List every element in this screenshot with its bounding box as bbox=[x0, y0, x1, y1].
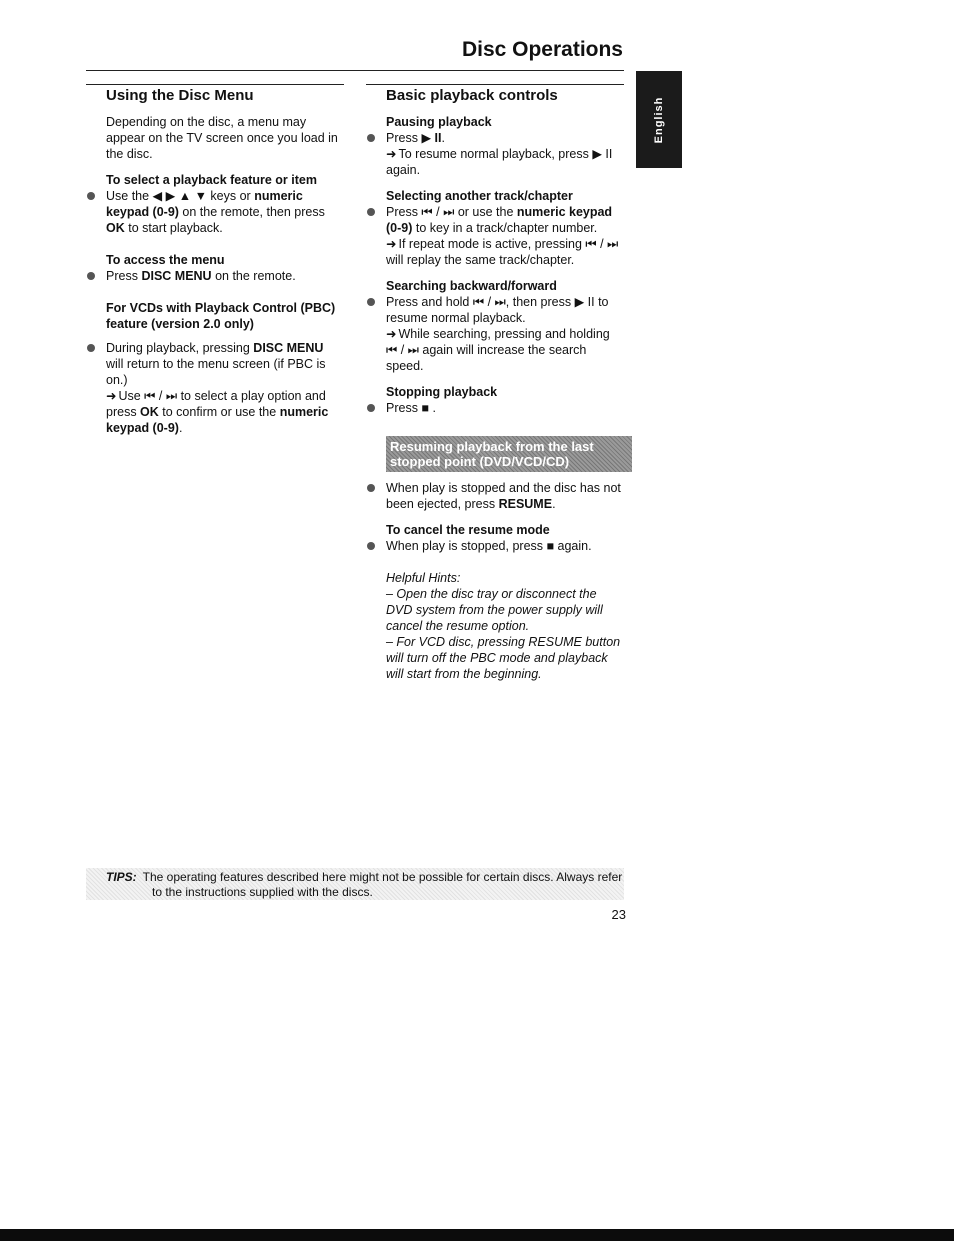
search-step: Press and hold ⏮ / ⏭, then press ▶ II to resume normal playback. bbox=[366, 294, 624, 326]
stop-heading: Stopping playback bbox=[386, 385, 498, 399]
section-title-basic-playback: Basic playback controls bbox=[366, 84, 624, 104]
arrow-icon: ➜ bbox=[386, 237, 397, 251]
vcd-pbc-step: During playback, pressing DISC MENU will return to the menu screen (if PBC is on.) bbox=[86, 340, 344, 388]
right-column bbox=[366, 84, 624, 682]
cancel-resume-heading: To cancel the resume mode bbox=[386, 523, 550, 537]
arrow-icon: ➜ bbox=[386, 147, 397, 161]
resume-banner: Resuming playback from the last stopped point (DVD/VCD/CD) bbox=[386, 436, 632, 472]
language-tab bbox=[636, 71, 682, 168]
vcd-pbc-heading: For VCDs with Playback Control (PBC) feature (version 2.0 only) bbox=[106, 301, 336, 331]
top-rule bbox=[86, 70, 624, 71]
hints-title: Helpful Hints: bbox=[386, 571, 461, 585]
section-title-disc-menu: Using the Disc Menu bbox=[86, 84, 344, 104]
cancel-resume-step: When play is stopped, press ■ again. bbox=[366, 538, 624, 554]
select-feature-heading: To select a playback feature or item bbox=[106, 173, 317, 187]
bottom-bar bbox=[0, 1229, 954, 1241]
intro-text: Depending on the disc, a menu may appear on the TV screen once you load in the disc. bbox=[106, 115, 338, 161]
select-track-note: ➜ If repeat mode is active, pressing ⏮ / ⏭ will replay the same track/chapter. bbox=[386, 237, 619, 267]
language-tab-label: English bbox=[653, 96, 665, 143]
vcd-pbc-note: ➜ Use ⏮ / ⏭ to select a play option and press OK to confirm or use the numeric keypad (0-9). bbox=[106, 389, 329, 435]
arrow-icon: ➜ bbox=[386, 327, 397, 341]
select-track-step: Press ⏮ / ⏭ or use the numeric keypad (0-9) to key in a track/chapter number. bbox=[366, 204, 624, 236]
pause-note: ➜ To resume normal playback, press ▶ II again. bbox=[386, 147, 613, 177]
page-number: 23 bbox=[611, 907, 626, 922]
pause-step: Press ▶ II. bbox=[366, 130, 624, 146]
page-title: Disc Operations bbox=[461, 38, 623, 61]
select-feature-step: Use the ◀ ▶ ▲ ▼ keys or numeric keypad (0-9) on the remote, then press OK to start playback. bbox=[86, 188, 344, 236]
tips-line-1: TIPS: The operating features described here might not be possible for certain discs. Always refer bbox=[106, 870, 623, 884]
tips-box bbox=[86, 868, 624, 900]
stop-step: Press ■ . bbox=[366, 400, 624, 416]
resume-step: When play is stopped and the disc has not been ejected, press RESUME. bbox=[366, 480, 624, 512]
select-track-heading: Selecting another track/chapter bbox=[386, 189, 573, 203]
hint-1: – Open the disc tray or disconnect the DVD system from the power supply will cancel the resume option. bbox=[386, 587, 603, 633]
search-note: ➜ While searching, pressing and holding ⏮ / ⏭ again will increase the search speed. bbox=[386, 327, 610, 373]
left-column bbox=[86, 84, 344, 436]
arrow-icon: ➜ bbox=[106, 389, 117, 403]
access-menu-step: Press DISC MENU on the remote. bbox=[86, 268, 344, 284]
tips-label: TIPS: bbox=[106, 870, 137, 884]
pause-heading: Pausing playback bbox=[386, 115, 492, 129]
tips-line-2: to the instructions supplied with the discs. bbox=[152, 885, 373, 899]
hint-2: – For VCD disc, pressing RESUME button will turn off the PBC mode and playback will start from the beginning. bbox=[386, 635, 621, 681]
access-menu-heading: To access the menu bbox=[106, 253, 225, 267]
search-heading: Searching backward/forward bbox=[386, 279, 557, 293]
